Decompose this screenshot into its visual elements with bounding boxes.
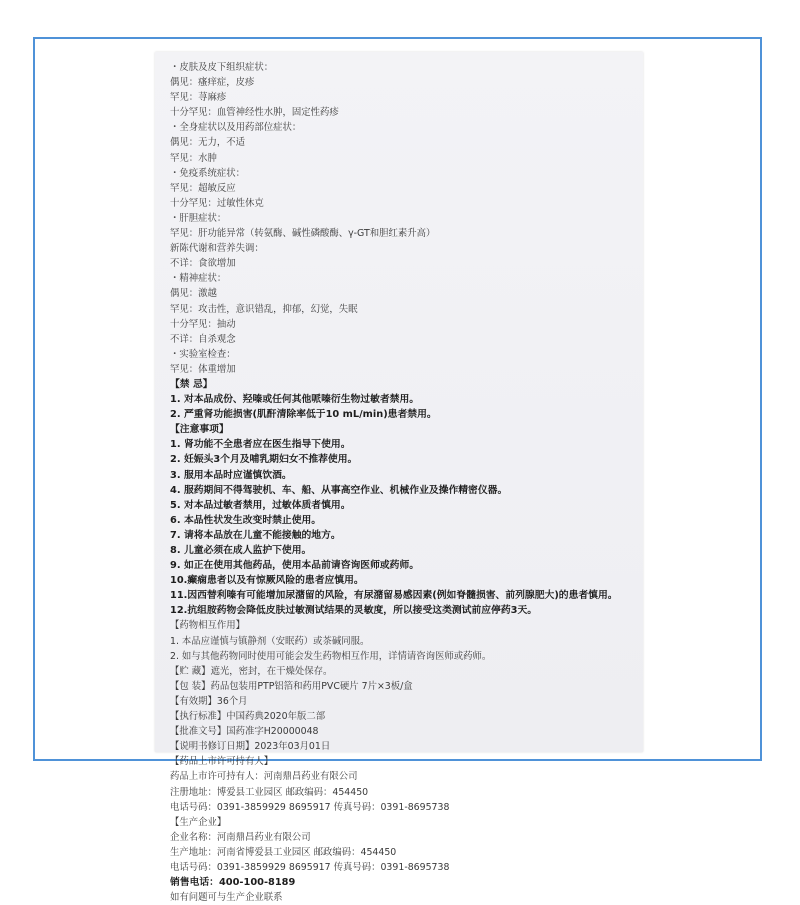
text-line: 12.抗组胺药物会降低皮肤过敏测试结果的灵敏度，所以接受这类测试前应停药3天。 — [170, 605, 538, 617]
text-line: 11.因西替利嗪有可能增加尿潴留的风险，有尿潴留易感因素(例如脊髓损害、前列腺肥大)的患者慎用。 — [170, 590, 618, 602]
text-line: 1. 对本品成份、羟嗪或任何其他哌嗪衍生物过敏者禁用。 — [170, 394, 420, 406]
text-line: 【生产企业】 — [170, 816, 227, 828]
text-line: ・肝胆症状： — [170, 212, 227, 224]
text-line: 【包 装】药品包装用PTP铝箔和药用PVC硬片 7片×3板/盒 — [170, 680, 413, 692]
text-line: 2. 严重肾功能损害(肌酐清除率低于10 mL/min)患者禁用。 — [170, 409, 437, 421]
text-line: 如有问题可与生产企业联系 — [170, 892, 283, 904]
text-line: 偶见：激越 — [170, 288, 217, 300]
text-line: 不详：自杀观念 — [170, 333, 236, 345]
text-line: 电话号码：0391-3859929 8695917 传真号码：0391-8695738 — [170, 861, 450, 873]
text-line: 【说明书修订日期】2023年03月01日 — [170, 741, 331, 753]
text-line: 罕见：攻击性，意识错乱，抑郁，幻觉，失眠 — [170, 303, 358, 315]
text-line: 罕见：肝功能异常（转氨酶、碱性磷酸酶、γ-GT和胆红素升高） — [170, 228, 436, 240]
text-line: 【药物相互作用】 — [170, 620, 246, 632]
text-line: 9. 如正在使用其他药品，使用本品前请咨询医师或药师。 — [170, 560, 420, 572]
text-line: 10.癫痫患者以及有惊厥风险的患者应慎用。 — [170, 575, 364, 587]
text-line: 偶见：无力，不适 — [170, 137, 246, 149]
text-line: 4. 服药期间不得驾驶机、车、船、从事高空作业、机械作业及操作精密仪器。 — [170, 484, 508, 496]
text-line: 药品上市许可持有人：河南鼎昌药业有限公司 — [170, 771, 358, 783]
text-line: 【注意事项】 — [170, 424, 229, 436]
text-line: 【禁 忌】 — [170, 378, 213, 390]
text-line: ・全身症状以及用药部位症状： — [170, 122, 302, 134]
text-line: 十分罕见：过敏性休克 — [170, 197, 264, 209]
text-line: 偶见：瘙痒症，皮疹 — [170, 77, 255, 89]
text-line: 电话号码：0391-3859929 8695917 传真号码：0391-8695738 — [170, 801, 450, 813]
text-line: 【药品上市许可持有人】 — [170, 756, 274, 768]
text-line: 新陈代谢和营养失调： — [170, 243, 264, 255]
text-line: 5. 对本品过敏者禁用，过敏体质者慎用。 — [170, 499, 351, 511]
text-line: 十分罕见：血管神经性水肿，固定性药疹 — [170, 107, 339, 119]
text-line: 2. 妊娠头3个月及哺乳期妇女不推荐使用。 — [170, 454, 358, 466]
text-line: 8. 儿童必须在成人监护下使用。 — [170, 545, 312, 556]
text-line: 1. 肾功能不全患者应在医生指导下使用。 — [170, 439, 351, 451]
text-line: 注册地址：博爱县工业园区 邮政编码：454450 — [170, 786, 369, 798]
leaflet-text — [170, 60, 640, 905]
text-line: 企业名称：河南鼎昌药业有限公司 — [170, 831, 311, 843]
text-line: 1. 本品应谨慎与镇静剂（安眠药）或茶碱同服。 — [170, 635, 370, 647]
text-line: 不详：食欲增加 — [170, 258, 236, 270]
text-line: 2. 如与其他药物同时使用可能会发生药物相互作用，详情请咨询医师或药师。 — [170, 650, 492, 662]
text-line: 罕见：超敏反应 — [170, 182, 236, 194]
text-line: 【批准文号】国药准字H20000048 — [170, 726, 319, 738]
text-line: 罕见：水肿 — [170, 152, 217, 164]
text-line: 7. 请将本品放在儿童不能接触的地方。 — [170, 529, 341, 541]
text-line: 销售电话：400-100-8189 — [170, 877, 296, 889]
text-line: 【有效期】36个月 — [170, 695, 248, 707]
text-line: 3. 服用本品时应谨慎饮酒。 — [170, 469, 292, 481]
text-line: 罕见：体重增加 — [170, 363, 236, 375]
text-line: ・皮肤及皮下组织症状： — [170, 62, 274, 73]
text-line: 十分罕见：抽动 — [170, 318, 236, 330]
text-line: ・精神症状： — [170, 273, 227, 285]
text-line: 6. 本品性状发生改变时禁止使用。 — [170, 514, 322, 526]
text-line: 【贮 藏】遮光，密封，在干燥处保存。 — [170, 665, 333, 677]
text-line: ・实验室检查： — [170, 348, 236, 360]
text-line: ・免疫系统症状： — [170, 167, 246, 179]
text-line: 【执行标准】中国药典2020年版二部 — [170, 711, 326, 723]
text-line: 罕见：荨麻疹 — [170, 92, 227, 104]
text-line: 生产地址：河南省博爱县工业园区 邮政编码：454450 — [170, 846, 397, 858]
